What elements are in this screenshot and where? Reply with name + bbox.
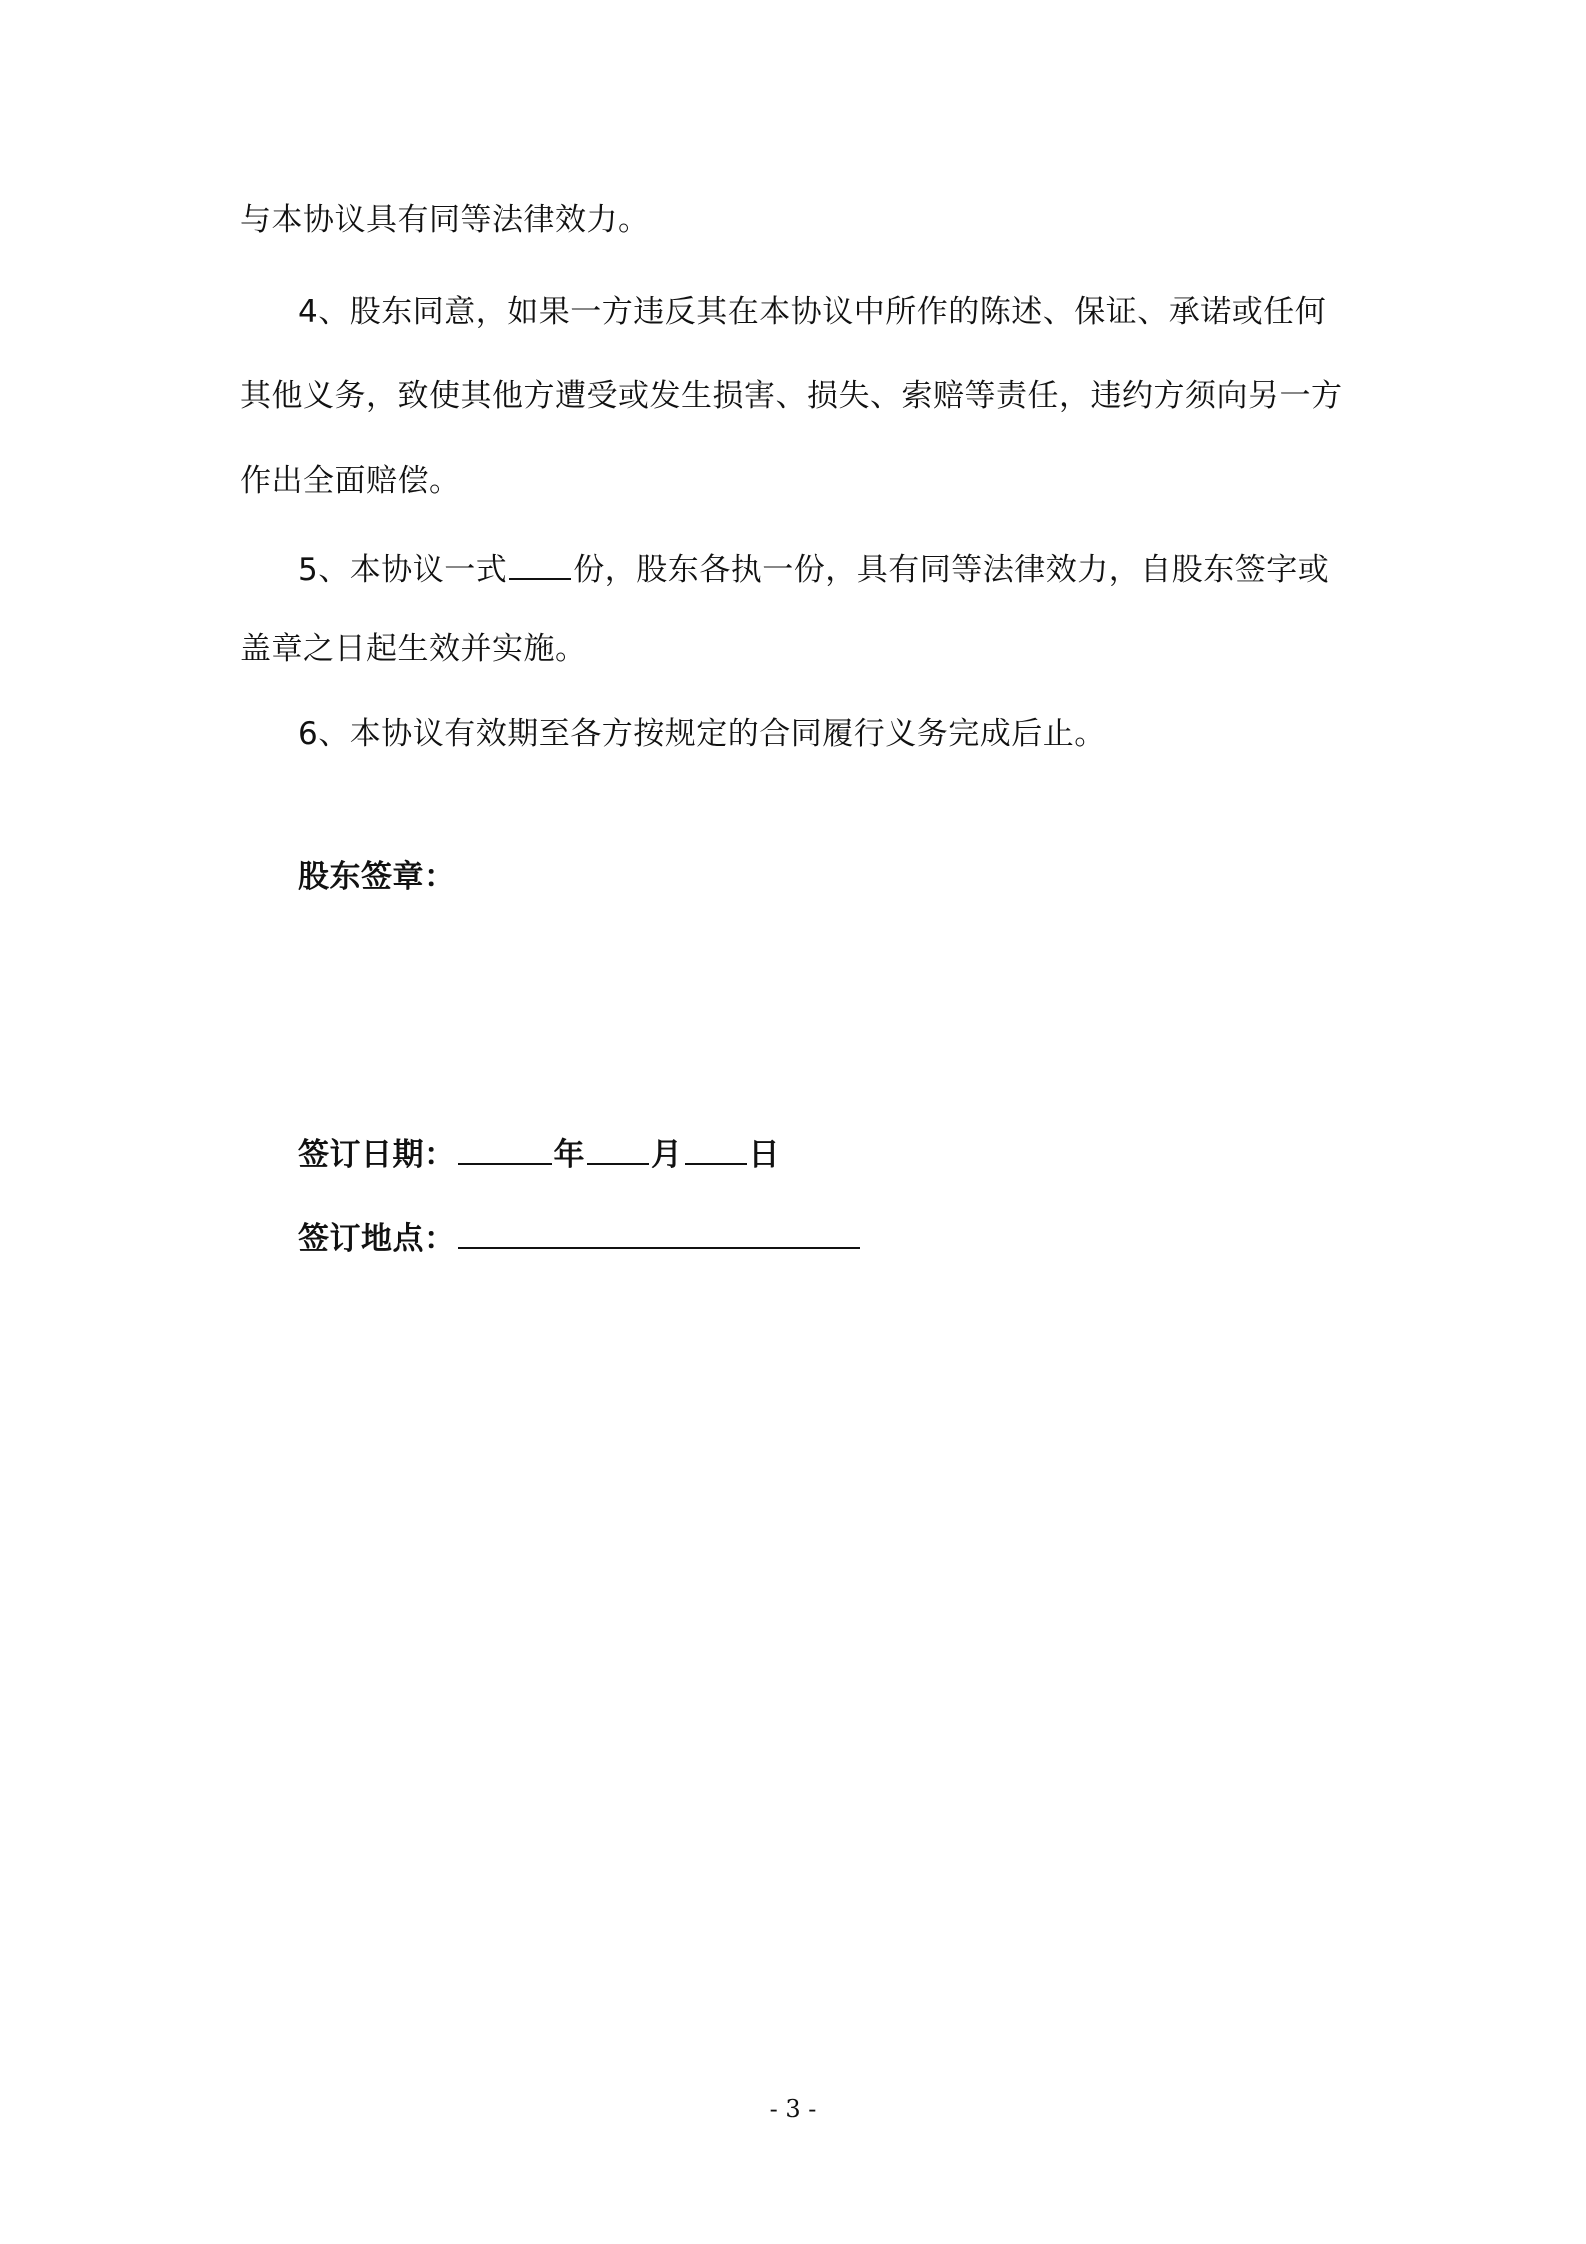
day-label: 日 xyxy=(748,1137,780,1173)
paragraph-6-line-1 xyxy=(298,712,1106,756)
signing-place-label: 签订地点： xyxy=(298,1221,456,1257)
shareholder-signature-label: 股东签章： xyxy=(298,859,456,895)
paragraph-3-tail xyxy=(240,198,650,242)
place-blank-field[interactable] xyxy=(458,1213,860,1249)
page-number: - 3 - xyxy=(769,2095,817,2123)
paragraph-5-line-1 xyxy=(298,544,1329,592)
paragraph-4-line-3-text: 作出全面赔偿。 xyxy=(240,463,461,499)
paragraph-4-line-2 xyxy=(240,374,1343,418)
paragraph-4-line-1 xyxy=(298,290,1326,334)
paragraph-4-line-3 xyxy=(240,459,461,503)
month-label: 月 xyxy=(651,1137,683,1173)
paragraph-5-line-1-text-b: 份，股东各执一份，具有同等法律效力，自股东签字或 xyxy=(573,552,1330,588)
signing-date-label: 签订日期： xyxy=(298,1137,456,1173)
day-blank-field[interactable] xyxy=(685,1129,747,1165)
signing-place-row xyxy=(298,1213,862,1261)
month-blank-field[interactable] xyxy=(587,1129,649,1165)
paragraph-5-line-2 xyxy=(240,627,587,671)
paragraph-3-tail-text: 与本协议具有同等法律效力。 xyxy=(240,202,650,238)
paragraph-5-line-1-text-a: 5、本协议一式 xyxy=(298,552,508,588)
shareholder-signature-row xyxy=(298,855,456,899)
paragraph-6-line-1-text: 6、本协议有效期至各方按规定的合同履行义务完成后止。 xyxy=(298,716,1106,752)
signing-date-row xyxy=(298,1129,780,1177)
paragraph-5-line-2-text: 盖章之日起生效并实施。 xyxy=(240,631,587,667)
year-blank-field[interactable] xyxy=(458,1129,552,1165)
copies-blank-field[interactable] xyxy=(509,544,571,580)
paragraph-4-line-2-text: 其他义务，致使其他方遭受或发生损害、损失、索赔等责任，违约方须向另一方 xyxy=(240,378,1343,414)
year-label: 年 xyxy=(553,1137,585,1173)
paragraph-4-line-1-text: 4、股东同意，如果一方违反其在本协议中所作的陈述、保证、承诺或任何 xyxy=(298,294,1327,330)
